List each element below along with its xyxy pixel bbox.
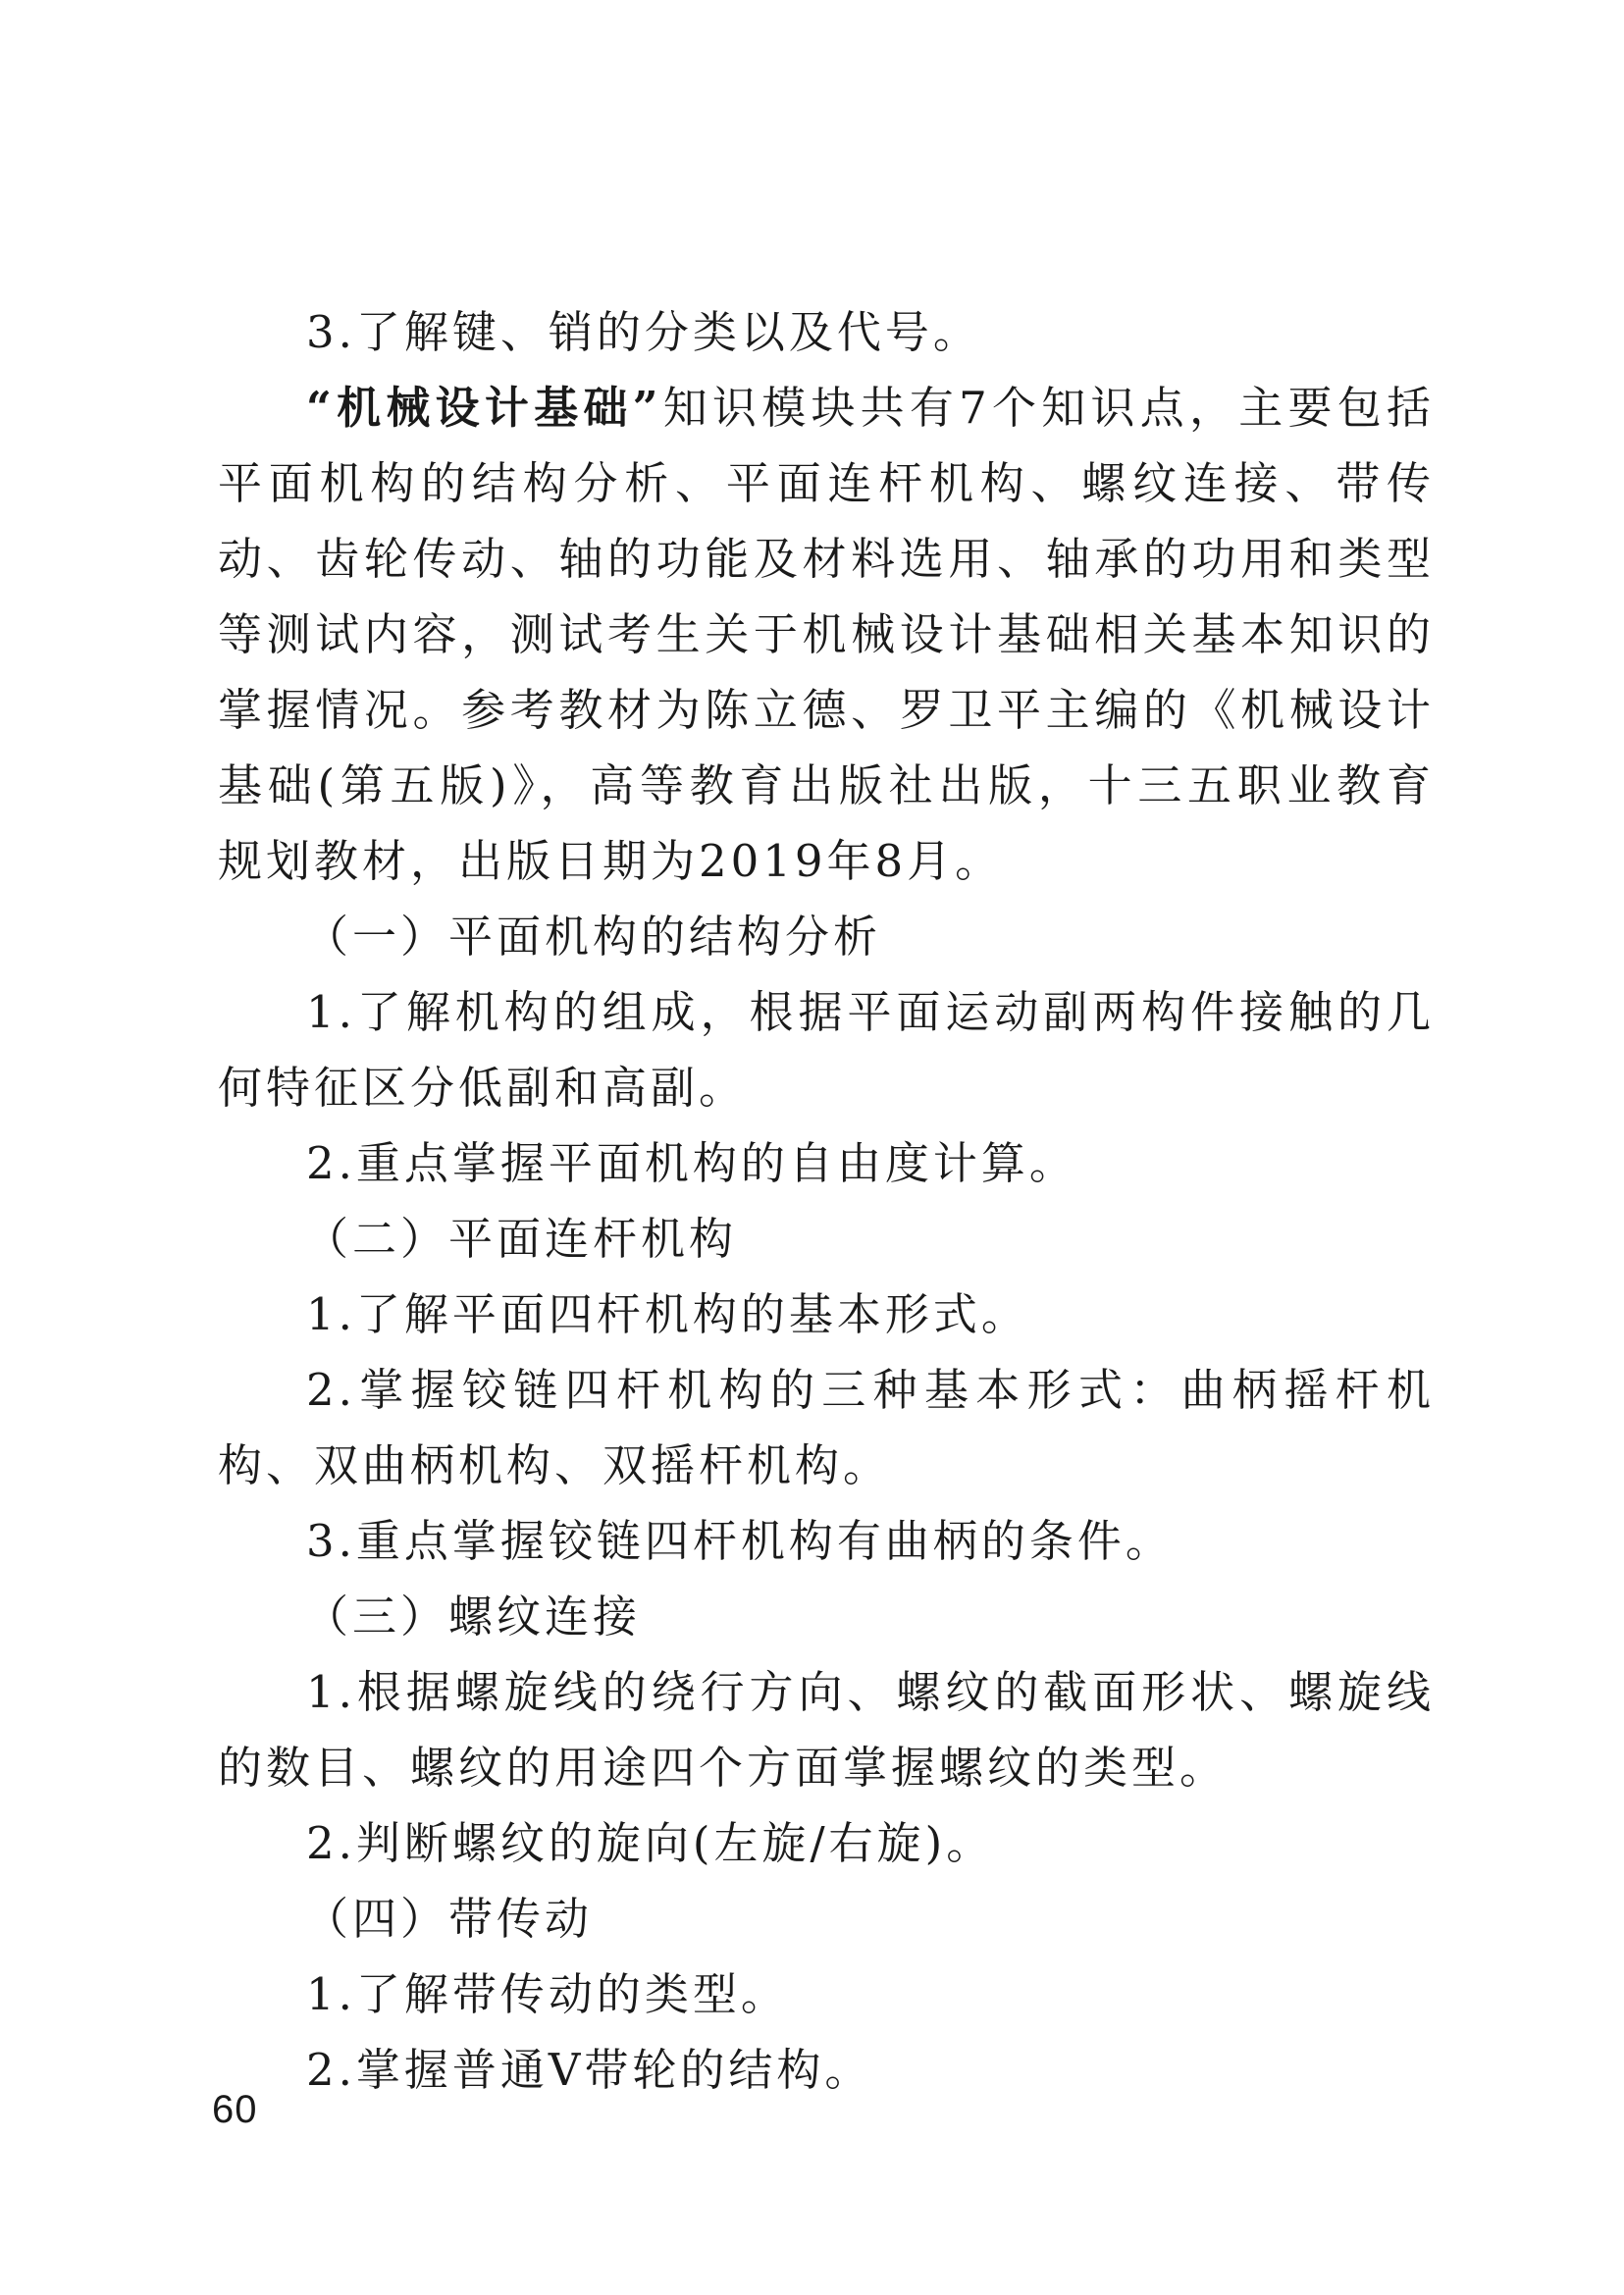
belt-drive-item-1: 1.了解带传动的类型。: [306, 1968, 789, 2020]
section-heading-structure-analysis: （一）平面机构的结构分析: [304, 911, 882, 963]
linkage-item-2: 2.掌握铰链四杆机构的三种基本形式：曲柄摇杆机构、双曲柄机构、双摇杆机构。: [218, 1364, 1435, 1491]
section-heading-thread-connection: （三）螺纹连接: [304, 1591, 642, 1643]
structure-analysis-item-2: 2.重点掌握平面机构的自由度计算。: [306, 1137, 1077, 1189]
section-heading-linkage: （二）平面连杆机构: [304, 1213, 738, 1265]
section-heading-belt-drive: （四）带传动: [304, 1893, 594, 1945]
thread-connection-item-1: 1.根据螺旋线的绕行方向、螺纹的截面形状、螺旋线的数目、螺纹的用途四个方面掌握螺纹的类型。: [218, 1666, 1435, 1794]
belt-drive-item-2: 2.掌握普通V带轮的结构。: [306, 2044, 873, 2096]
linkage-item-1: 1.了解平面四杆机构的基本形式。: [306, 1288, 1029, 1340]
module-intro-text: 知识模块共有7个知识点，主要包括平面机构的结构分析、平面连杆机构、螺纹连接、带传动、齿轮传动、轴的功能及材料选用、轴承的功用和类型等测试内容，测试考生关于机械设计基础相关基本知识的掌握情况。参考教材为陈立德、罗卫平主编的《机械设计基础(第五版)》，高等教育出版社出版，十三五职业教育规划教材，出版日期为2019年8月。: [218, 382, 1435, 887]
page-number: 60: [212, 2088, 258, 2131]
structure-analysis-item-1: 1.了解机构的组成，根据平面运动副两构件接触的几何特征区分低副和高副。: [218, 986, 1435, 1114]
module-intro-paragraph: [218, 370, 1435, 899]
module-title: “机械设计基础”: [306, 382, 662, 434]
key-pin-item: 3.了解键、销的分类以及代号。: [306, 306, 981, 358]
thread-connection-item-2: 2.判断螺纹的旋向(左旋/右旋)。: [306, 1817, 995, 1869]
linkage-item-3: 3.重点掌握铰链四杆机构有曲柄的条件。: [306, 1515, 1174, 1567]
page-body: [218, 294, 1435, 2108]
